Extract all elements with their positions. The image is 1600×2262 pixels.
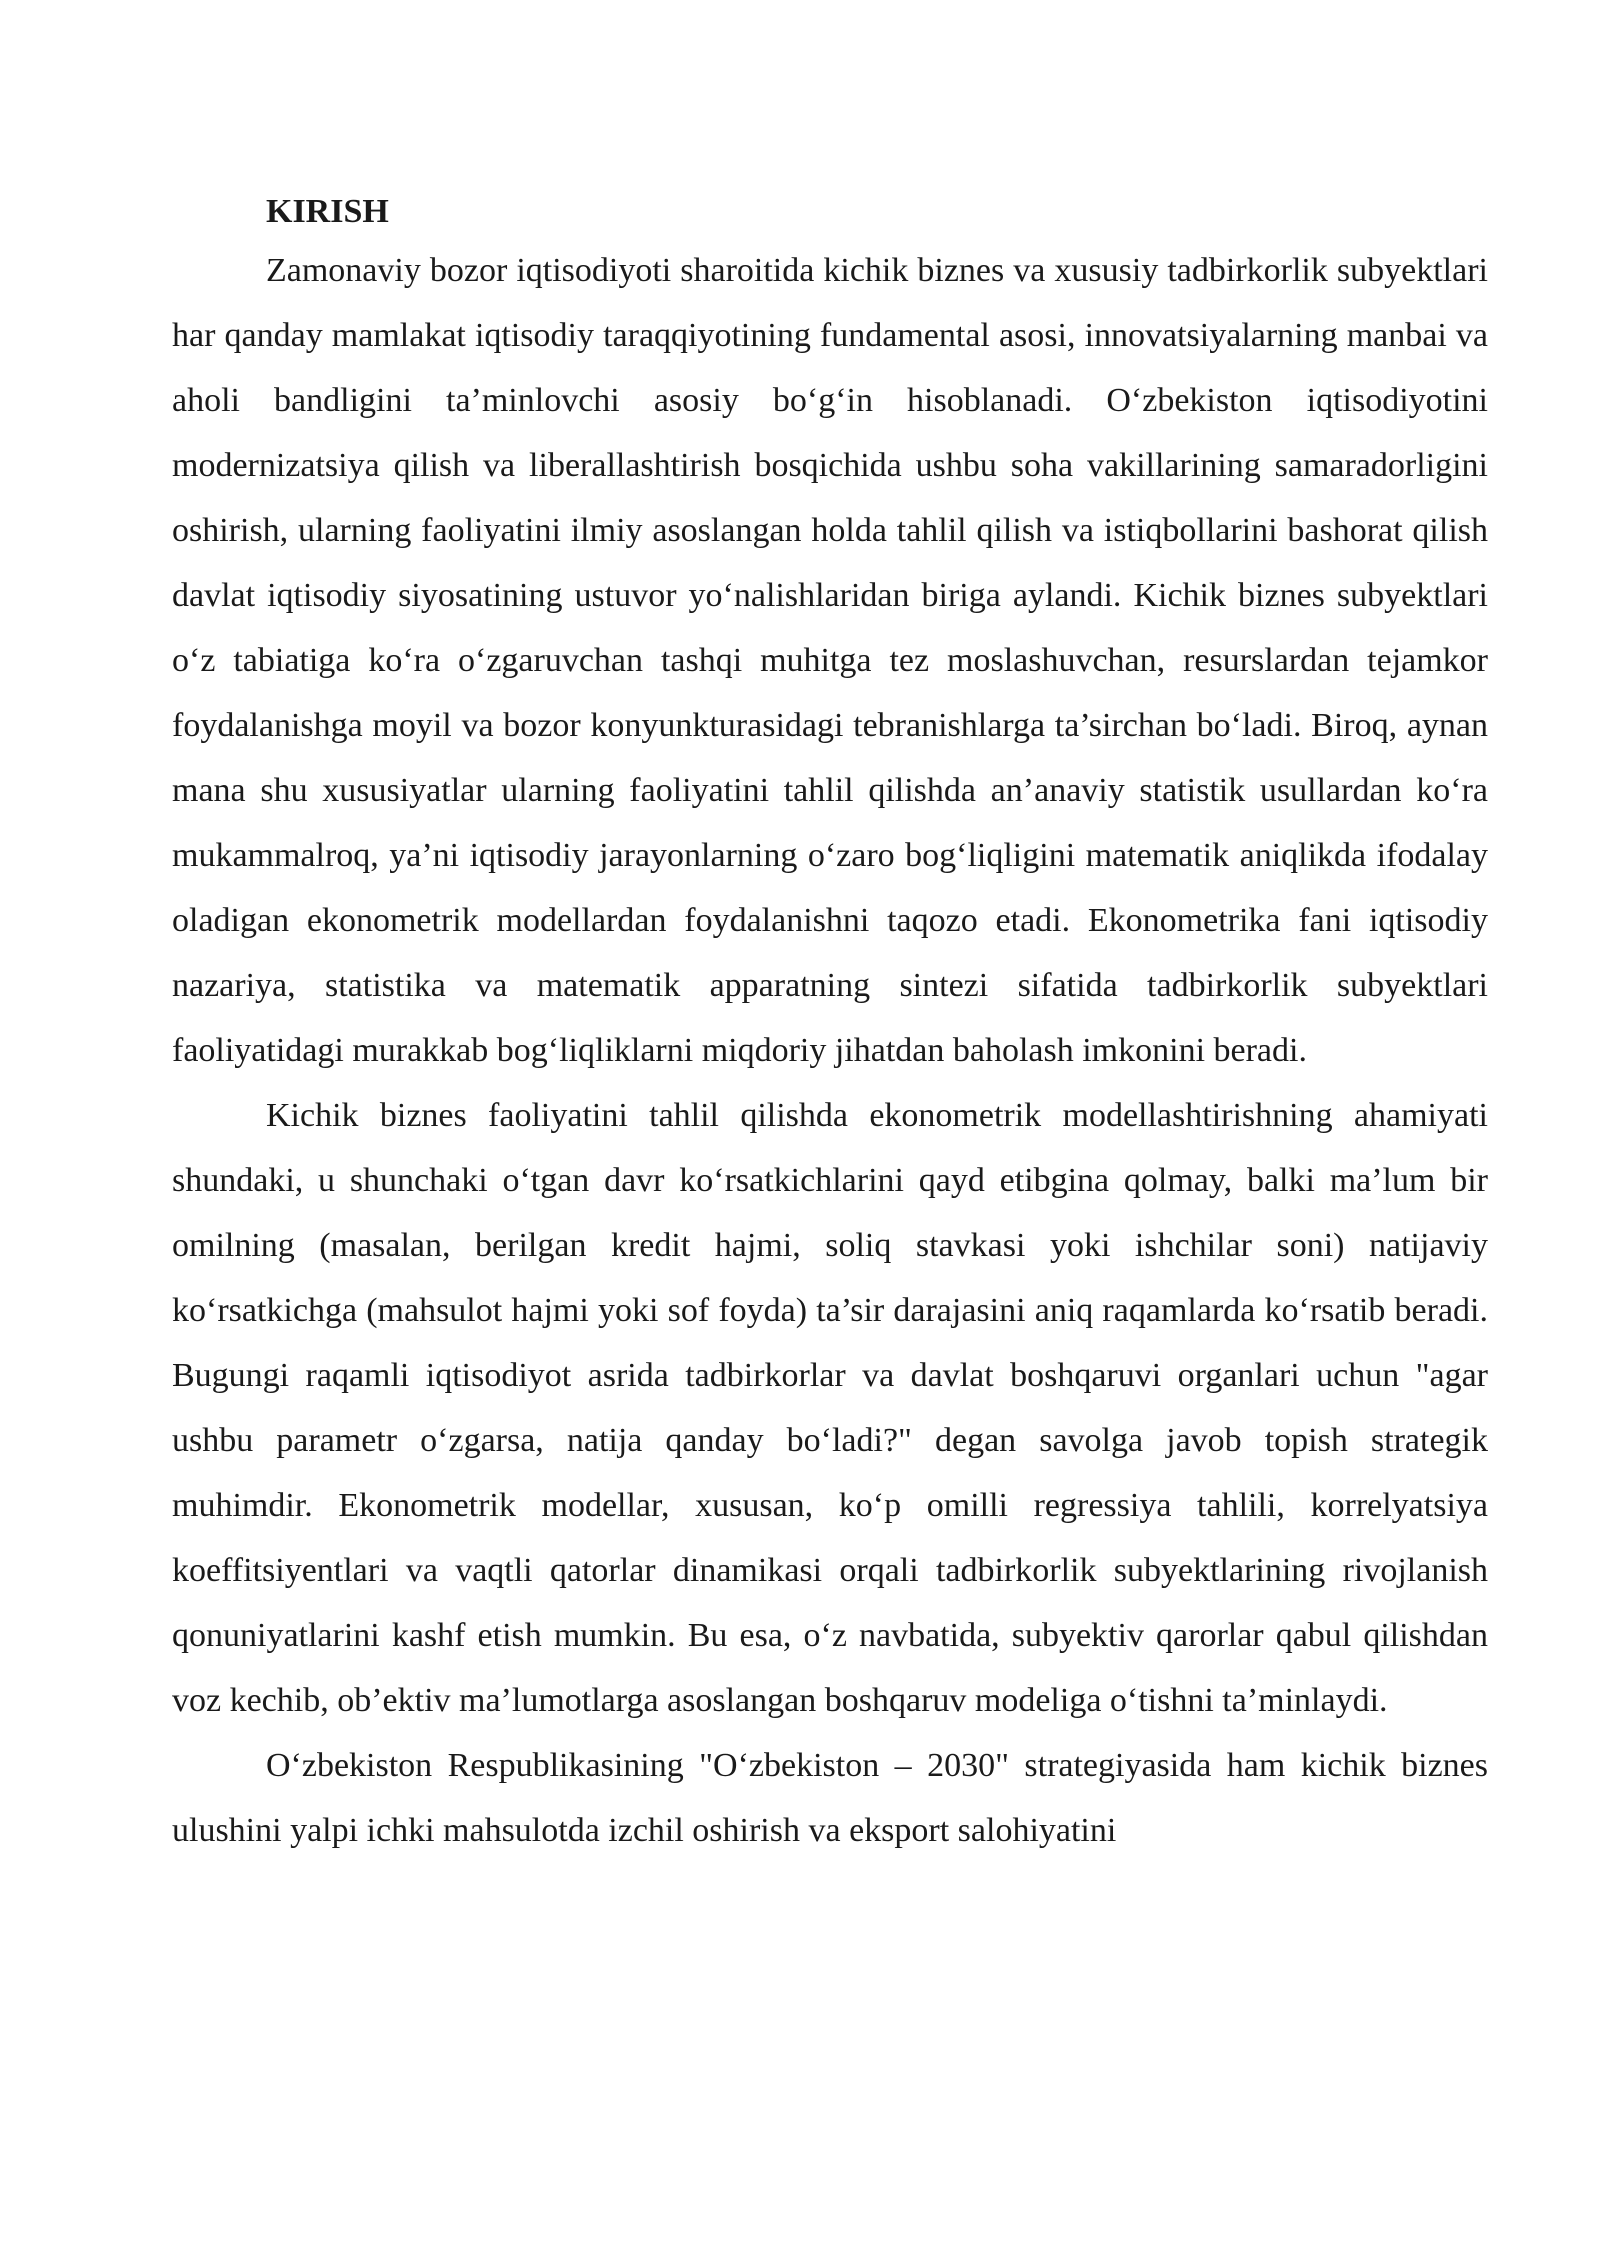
document-body xyxy=(172,186,1488,1863)
paragraph-2: Kichik biznes faoliyatini tahlil qilishda ekonometrik modellashtirishning ahamiyati shundaki, u shunchaki o‘tgan davr ko‘rsatkichlarini qayd etibgina qolmay, balki ma’lum bir omilning (masalan, berilgan kredit hajmi, soliq stavkasi yoki ishchilar soni) natijaviy ko‘rsatkichga (mahsulot hajmi yoki sof foyda) ta’sir darajasini aniq raqamlarda ko‘rsatib beradi. Bugungi raqamli iqtisodiyot asrida tadbirkorlar va davlat boshqaruvi organlari uchun "agar ushbu parametr o‘zgarsa, natija qanday bo‘ladi?" degan savolga javob topish strategik muhimdir. Ekonometrik modellar, xususan, ko‘p omilli regressiya tahlili, korrelyatsiya koeffitsiyentlari va vaqtli qatorlar dinamikasi orqali tadbirkorlik subyektlarining rivojlanish qonuniyatlarini kashf etish mumkin. Bu esa, o‘z navbatida, subyektiv qarorlar qabul qilishdan voz kechib, ob’ektiv ma’lumotlarga asoslangan boshqaruv modeliga o‘tishni ta’minlaydi. xyxy=(172,1097,1488,1719)
paragraph-1: Zamonaviy bozor iqtisodiyoti sharoitida kichik biznes va xususiy tadbirkorlik subyektlari har qanday mamlakat iqtisodiy taraqqiyotining fundamental asosi, innovatsiyalarning manbai va aholi bandligini ta’minlovchi asosiy bo‘g‘in hisoblanadi. O‘zbekiston iqtisodiyotini modernizatsiya qilish va liberallashtirish bosqichida ushbu soha vakillarining samaradorligini oshirish, ularning faoliyatini ilmiy asoslangan holda tahlil qilish va istiqbollarini bashorat qilish davlat iqtisodiy siyosatining ustuvor yo‘nalishlaridan biriga aylandi. Kichik biznes subyektlari o‘z tabiatiga ko‘ra o‘zgaruvchan tashqi muhitga tez moslashuvchan, resurslardan tejamkor foydalanishga moyil va bozor konyunkturasidagi tebranishlarga ta’sirchan bo‘ladi. Biroq, aynan mana shu xususiyatlar ularning faoliyatini tahlil qilishda an’anaviy statistik usullardan ko‘ra mukammalroq, ya’ni iqtisodiy jarayonlarning o‘zaro bog‘liqligini matematik aniqlikda ifodalay oladigan ekonometrik modellardan foydalanishni taqozo etadi. Ekonometrika fani iqtisodiy nazariya, statistika va matematik apparatning sintezi sifatida tadbirkorlik subyektlari faoliyatidagi murakkab bog‘liqliklarni miqdoriy jihatdan baholash imkonini beradi. xyxy=(172,252,1488,1069)
section-heading: KIRISH xyxy=(266,193,389,230)
paragraph-3: O‘zbekiston Respublikasining "O‘zbekiston – 2030" strategiyasida ham kichik biznes ulushini yalpi ichki mahsulotda izchil oshirish va eksport salohiyatini xyxy=(172,1747,1488,1849)
